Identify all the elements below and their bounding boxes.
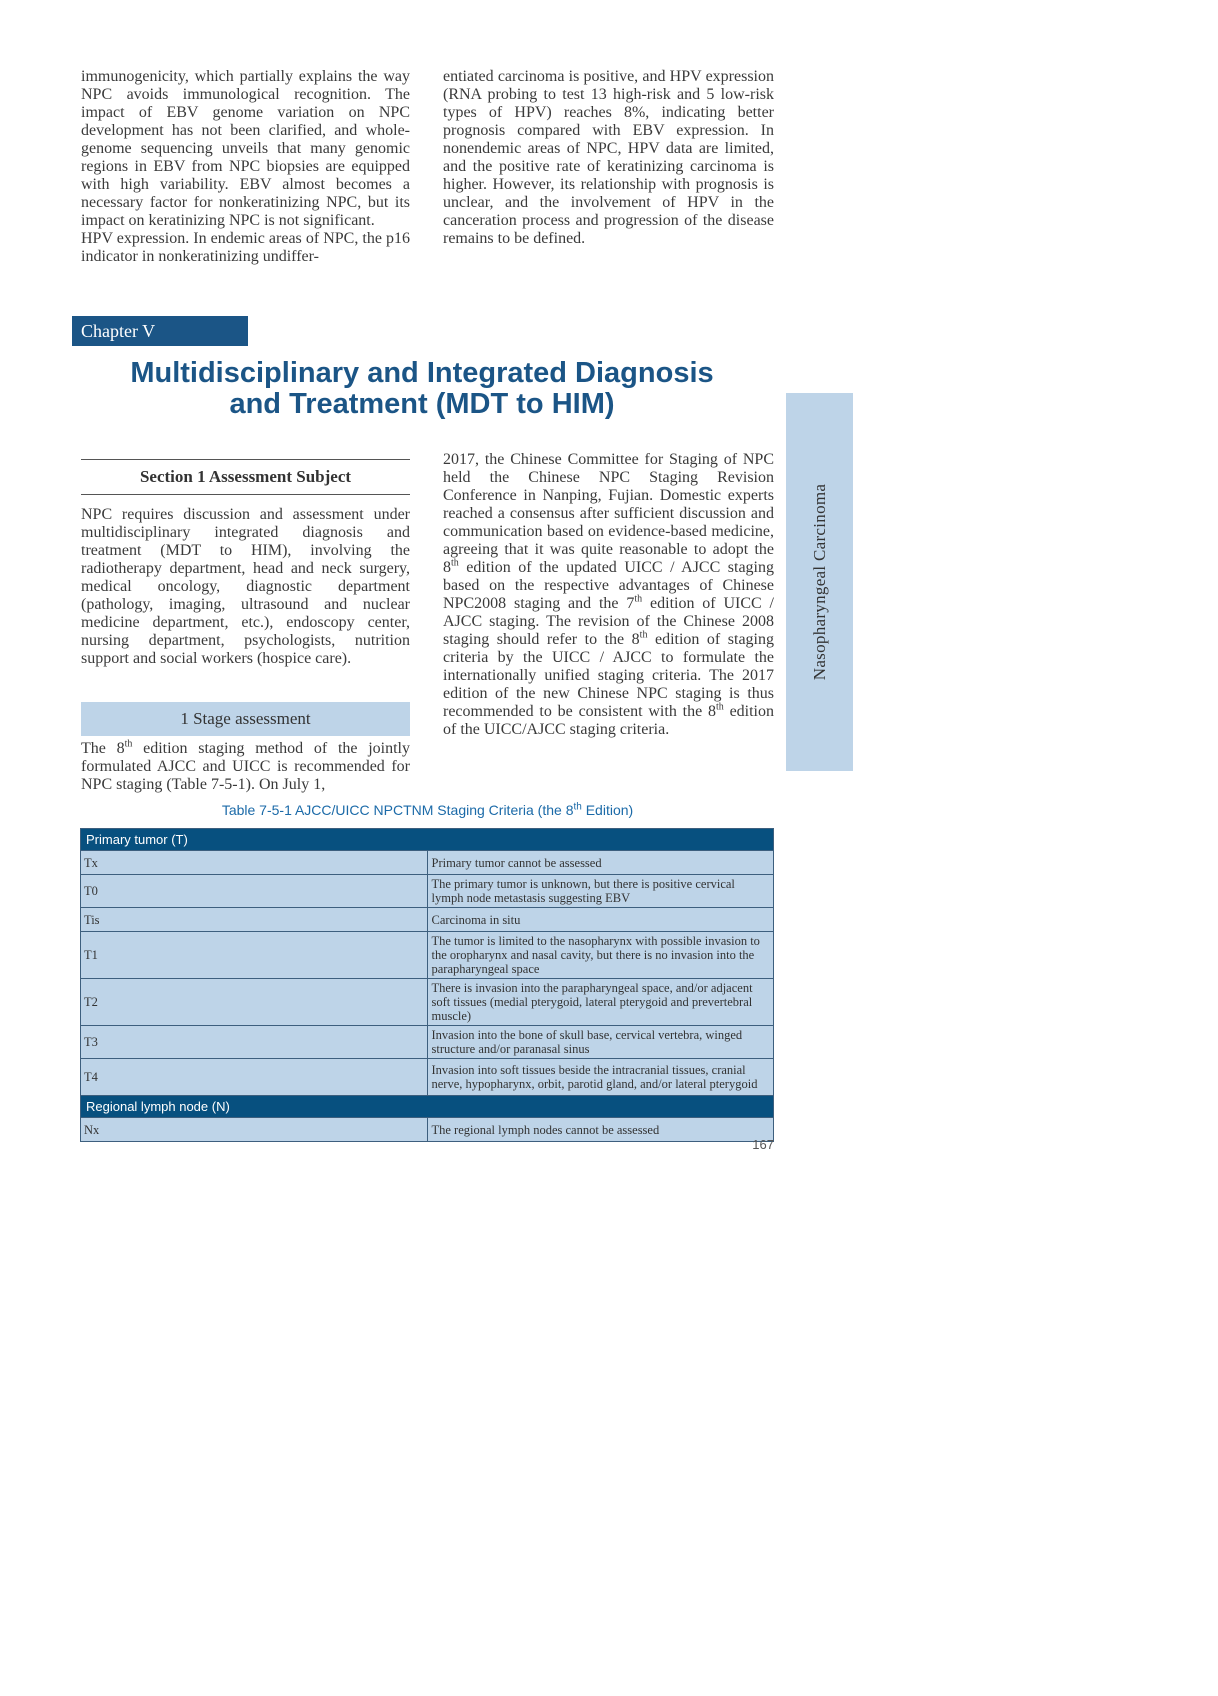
staging-table (80, 828, 774, 1142)
paragraph-stage-assessment (81, 740, 410, 794)
top-left-column (81, 68, 410, 266)
table-row (81, 1026, 774, 1059)
chapter-title (72, 358, 772, 420)
chapter-title-line-1: Multidisciplinary and Integrated Diagnosis (130, 357, 714, 389)
stage-description: The regional lymph nodes cannot be assessed (427, 1118, 774, 1142)
right-middle-column (443, 451, 774, 739)
text-run: edition staging method of the jointly formulated AJCC and UICC is recommended for NPC staging (Table 7-5-1). On July 1, (81, 740, 410, 793)
text-run: edition of the UICC/AJCC staging criteria. (443, 703, 775, 738)
table-row (81, 908, 774, 932)
superscript: th (634, 593, 643, 605)
side-tab-label: Nasopharyngeal Carcinoma (809, 483, 829, 681)
paragraph-hpv-expression-start: HPV expression. In endemic areas of NPC, the p16 indicator in nonkeratinizing undiffer- (81, 230, 410, 265)
text-run: edition of UICC / AJCC staging. The revision of the Chinese 2008 staging should refer to the 8 (443, 595, 774, 648)
table-row (81, 851, 774, 875)
stage-code: T4 (81, 1059, 428, 1096)
group-title-regional-lymph-node: Regional lymph node (N) (81, 1096, 774, 1118)
text-run: Table 7-5-1 AJCC/UICC NPCTNM Staging Criteria (the 8 (221, 802, 574, 818)
table-row (81, 979, 774, 1026)
stage-assessment-column (81, 740, 410, 794)
stage-code: Tis (81, 908, 428, 932)
paragraph-staging-conference (443, 451, 774, 739)
table-row (81, 932, 774, 979)
stage-description: Invasion into soft tissues beside the intracranial tissues, cranial nerve, hypopharynx, orbit, parotid gland, and/or lateral pterygoid (427, 1059, 774, 1096)
stage-description: Primary tumor cannot be assessed (427, 851, 774, 875)
table-row (81, 1118, 774, 1142)
stage-code: Nx (81, 1118, 428, 1142)
stage-description: There is invasion into the parapharyngeal space, and/or adjacent soft tissues (medial pterygoid, lateral pterygoid and prevertebral muscle) (427, 979, 774, 1026)
text-run: edition of the updated UICC / AJCC staging based on the respective advantages of Chinese NPC2008 staging and the 7 (443, 559, 774, 612)
top-right-column (443, 68, 774, 248)
superscript: th (573, 801, 582, 813)
paragraph-assessment-subject: NPC requires discussion and assessment under multidisciplinary integrated diagnosis and treatment (MDT to HIM), involving the radiotherapy department, head and neck surgery, medical oncology, diagnostic department (pathology, imaging, ultrasound and nuclear medicine department, etc.), endoscopy center, nursing department, psychologists, nutrition support and social workers (hospice care). (81, 506, 410, 667)
text-run: edition of staging criteria by the UICC / AJCC to formulate the internationally unified staging criteria. The 2017 edition of the new Chinese NPC staging is thus recommended to be consistent with the 8 (443, 631, 774, 720)
superscript: th (451, 557, 459, 569)
stage-code: T0 (81, 875, 428, 908)
page-number: 167 (752, 1137, 774, 1152)
paragraph-ebv-immunogenicity: immunogenicity, which partially explains the way NPC avoids immunological recognition. The impact of EBV genome variation on NPC development has not been clarified, and whole-genome sequencing unveils that many genomic regions in EBV from NPC biopsies are equipped with high variability. EBV almost becomes a necessary factor for nonkeratinizing NPC, but its impact on keratinizing NPC is not significant. (81, 68, 410, 229)
section-heading: Section 1 Assessment Subject (81, 459, 410, 495)
side-thumb-tab (786, 393, 853, 771)
stage-code: Tx (81, 851, 428, 875)
stage-description: Invasion into the bone of skull base, cervical vertebra, winged structure and/or paranasal sinus (427, 1026, 774, 1059)
section-paragraph-column (81, 506, 410, 668)
subsection-heading: 1 Stage assessment (81, 702, 410, 736)
stage-code: T3 (81, 1026, 428, 1059)
text-run: Edition) (581, 802, 634, 818)
stage-description: The tumor is limited to the nasopharynx with possible invasion to the oropharynx and nasal cavity, but there is no invasion into the parapharyngeal space (427, 932, 774, 979)
table-row (81, 875, 774, 908)
paragraph-hpv-expression-cont: entiated carcinoma is positive, and HPV expression (RNA probing to test 13 high-risk and 5 low-risk types of HPV) reaches 8%, indicating better prognosis compared with EBV expression. In nonendemic areas of NPC, HPV data are limited, and the positive rate of keratinizing carcinoma is higher. However, its relationship with prognosis is unclear, and the involvement of HPV in the canceration process and progression of the disease remains to be defined. (443, 68, 774, 247)
text-run: The 8 (81, 740, 125, 757)
superscript: th (124, 738, 133, 750)
stage-description: Carcinoma in situ (427, 908, 774, 932)
text-run: 2017, the Chinese Committee for Staging of NPC held the Chinese NPC Staging Revision Conference in Nanping, Fujian. Domestic experts reached a consensus after sufficient discussion and communication based on evidence-based medicine, agreeing that it was quite reasonable to adopt the 8 (443, 451, 774, 576)
table-caption (81, 802, 774, 818)
superscript: th (715, 701, 724, 713)
chapter-title-line-2: and Treatment (MDT to HIM) (229, 388, 615, 420)
stage-description: The primary tumor is unknown, but there is positive cervical lymph node metastasis suggesting EBV (427, 875, 774, 908)
table-group-header (81, 829, 774, 851)
table-group-header (81, 1096, 774, 1118)
stage-code: T2 (81, 979, 428, 1026)
table-row (81, 1059, 774, 1096)
superscript: th (639, 629, 648, 641)
stage-code: T1 (81, 932, 428, 979)
chapter-tag: Chapter V (72, 316, 248, 346)
group-title-primary-tumor: Primary tumor (T) (81, 829, 774, 851)
